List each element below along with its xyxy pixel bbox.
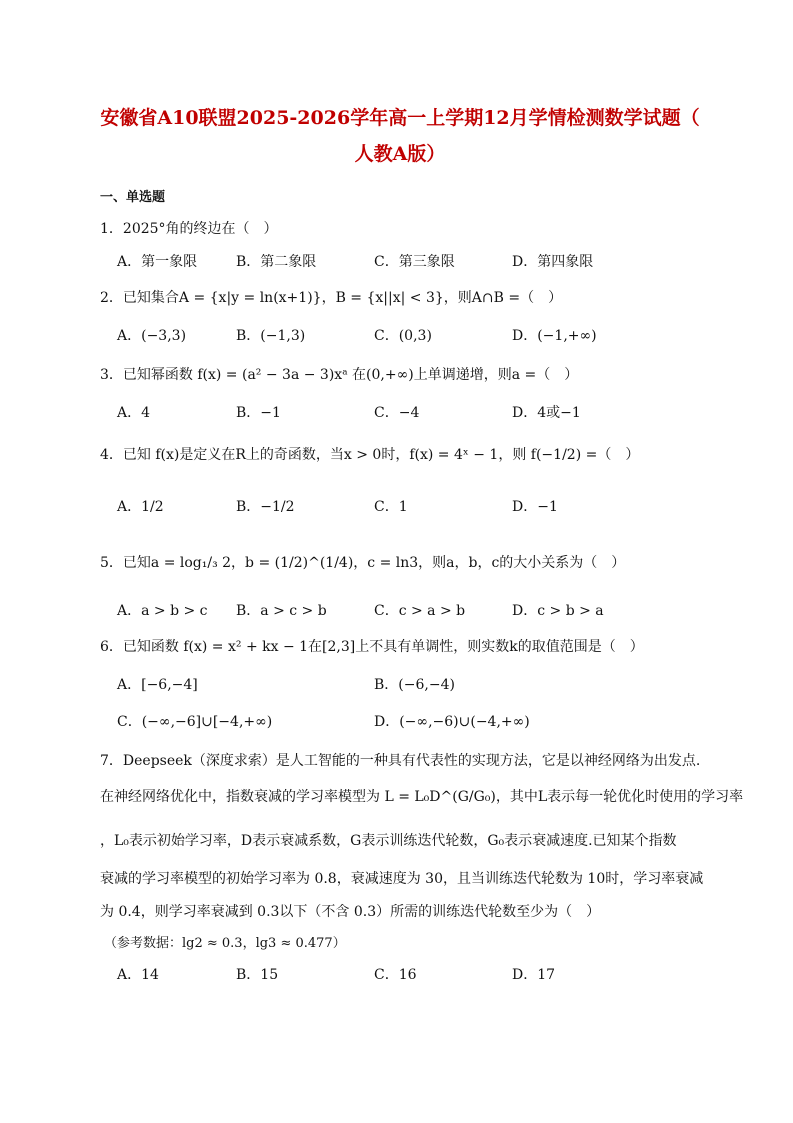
q6-option-d: D．(−∞,−6)∪(−4,+∞) bbox=[374, 714, 530, 730]
q3-option-c: C．−4 bbox=[374, 405, 420, 421]
q6-option-a: A．[−6,−4] bbox=[117, 677, 198, 693]
q4-option-c: C．1 bbox=[374, 499, 408, 515]
q1-stem: 1．2025°角的终边在（ ） bbox=[100, 221, 278, 237]
q6-stem: 6．已知函数 f(x) = x² + kx − 1在[2,3]上不具有单调性，则实数k的取值范围是（ ） bbox=[100, 639, 644, 655]
q6-option-c: C．(−∞,−6]∪[−4,+∞) bbox=[117, 714, 273, 730]
q1-option-a: A．第一象限 bbox=[117, 254, 198, 270]
q7-line-5: 为 0.4，则学习率衰减到 0.3以下（不含 0.3）所需的训练迭代轮数至少为（ ） bbox=[100, 904, 601, 920]
q7-option-d: D．17 bbox=[512, 967, 556, 983]
q5-option-d: D．c > b > a bbox=[512, 603, 604, 619]
title-line-2: 人教A版） bbox=[354, 143, 446, 165]
q7-line-2: 在神经网络优化中，指数衰减的学习率模型为 L = L₀D^(G/G₀)，其中L表示每一轮优化时使用的学习率 bbox=[100, 789, 744, 805]
section-heading: 一、单选题 bbox=[100, 190, 166, 205]
q4-option-a: A．1/2 bbox=[117, 499, 164, 515]
q5-option-c: C．c > a > b bbox=[374, 603, 466, 619]
q7-line-4: 衰减的学习率模型的初始学习率为 0.8，衰减速度为 30，且当训练迭代轮数为 10时，学习率衰减 bbox=[100, 871, 704, 887]
q7-line-1: 7．Deepseek（深度求索）是人工智能的一种具有代表性的实现方法，它是以神经网络为出发点. bbox=[100, 753, 701, 769]
q4-option-d: D．−1 bbox=[512, 499, 558, 515]
q5-option-a: A．a > b > c bbox=[117, 603, 208, 619]
q6-option-b: B．(−6,−4) bbox=[374, 677, 455, 693]
q4-stem: 4．已知 f(x)是定义在R上的奇函数，当x > 0时，f(x) = 4ˣ − 1，则 f(−1/2) =（ ） bbox=[100, 447, 640, 463]
q2-option-b: B．(−1,3) bbox=[236, 328, 306, 344]
title-line-1: 安徽省A10联盟2025-2026学年高一上学期12月学情检测数学试题（ bbox=[100, 107, 700, 129]
q2-option-a: A．(−3,3) bbox=[117, 328, 187, 344]
q3-option-a: A．4 bbox=[117, 405, 151, 421]
q5-option-b: B．a > c > b bbox=[236, 603, 327, 619]
q2-option-d: D．(−1,+∞) bbox=[512, 328, 597, 344]
q3-option-b: B．−1 bbox=[236, 405, 281, 421]
q3-stem: 3．已知幂函数 f(x) = (a² − 3a − 3)xᵃ 在(0,+∞)上单调递增，则a =（ ） bbox=[100, 367, 579, 383]
exam-title bbox=[95, 100, 705, 172]
q5-stem: 5．已知a = log₁/₃ 2，b = (1/2)^(1/4)，c = ln3，则a，b，c的大小关系为（ ） bbox=[100, 555, 626, 571]
q1-option-b: B．第二象限 bbox=[236, 254, 317, 270]
q7-option-a: A．14 bbox=[117, 967, 159, 983]
q3-option-d: D．4或−1 bbox=[512, 405, 581, 421]
q2-option-c: C．(0,3) bbox=[374, 328, 432, 344]
q7-reference-data: （参考数据：lg2 ≈ 0.3，lg3 ≈ 0.477） bbox=[104, 936, 346, 951]
q7-option-c: C．16 bbox=[374, 967, 417, 983]
q7-option-b: B．15 bbox=[236, 967, 279, 983]
q4-option-b: B．−1/2 bbox=[236, 499, 295, 515]
q1-option-c: C．第三象限 bbox=[374, 254, 455, 270]
q1-option-d: D．第四象限 bbox=[512, 254, 594, 270]
q7-line-3: ，L₀表示初始学习率，D表示衰减系数，G表示训练迭代轮数，G₀表示衰减速度.已知某个指数 bbox=[100, 833, 677, 849]
q2-stem: 2．已知集合A = {x|y = ln(x+1)}，B = {x||x| < 3}，则A∩B =（ ） bbox=[100, 290, 563, 306]
